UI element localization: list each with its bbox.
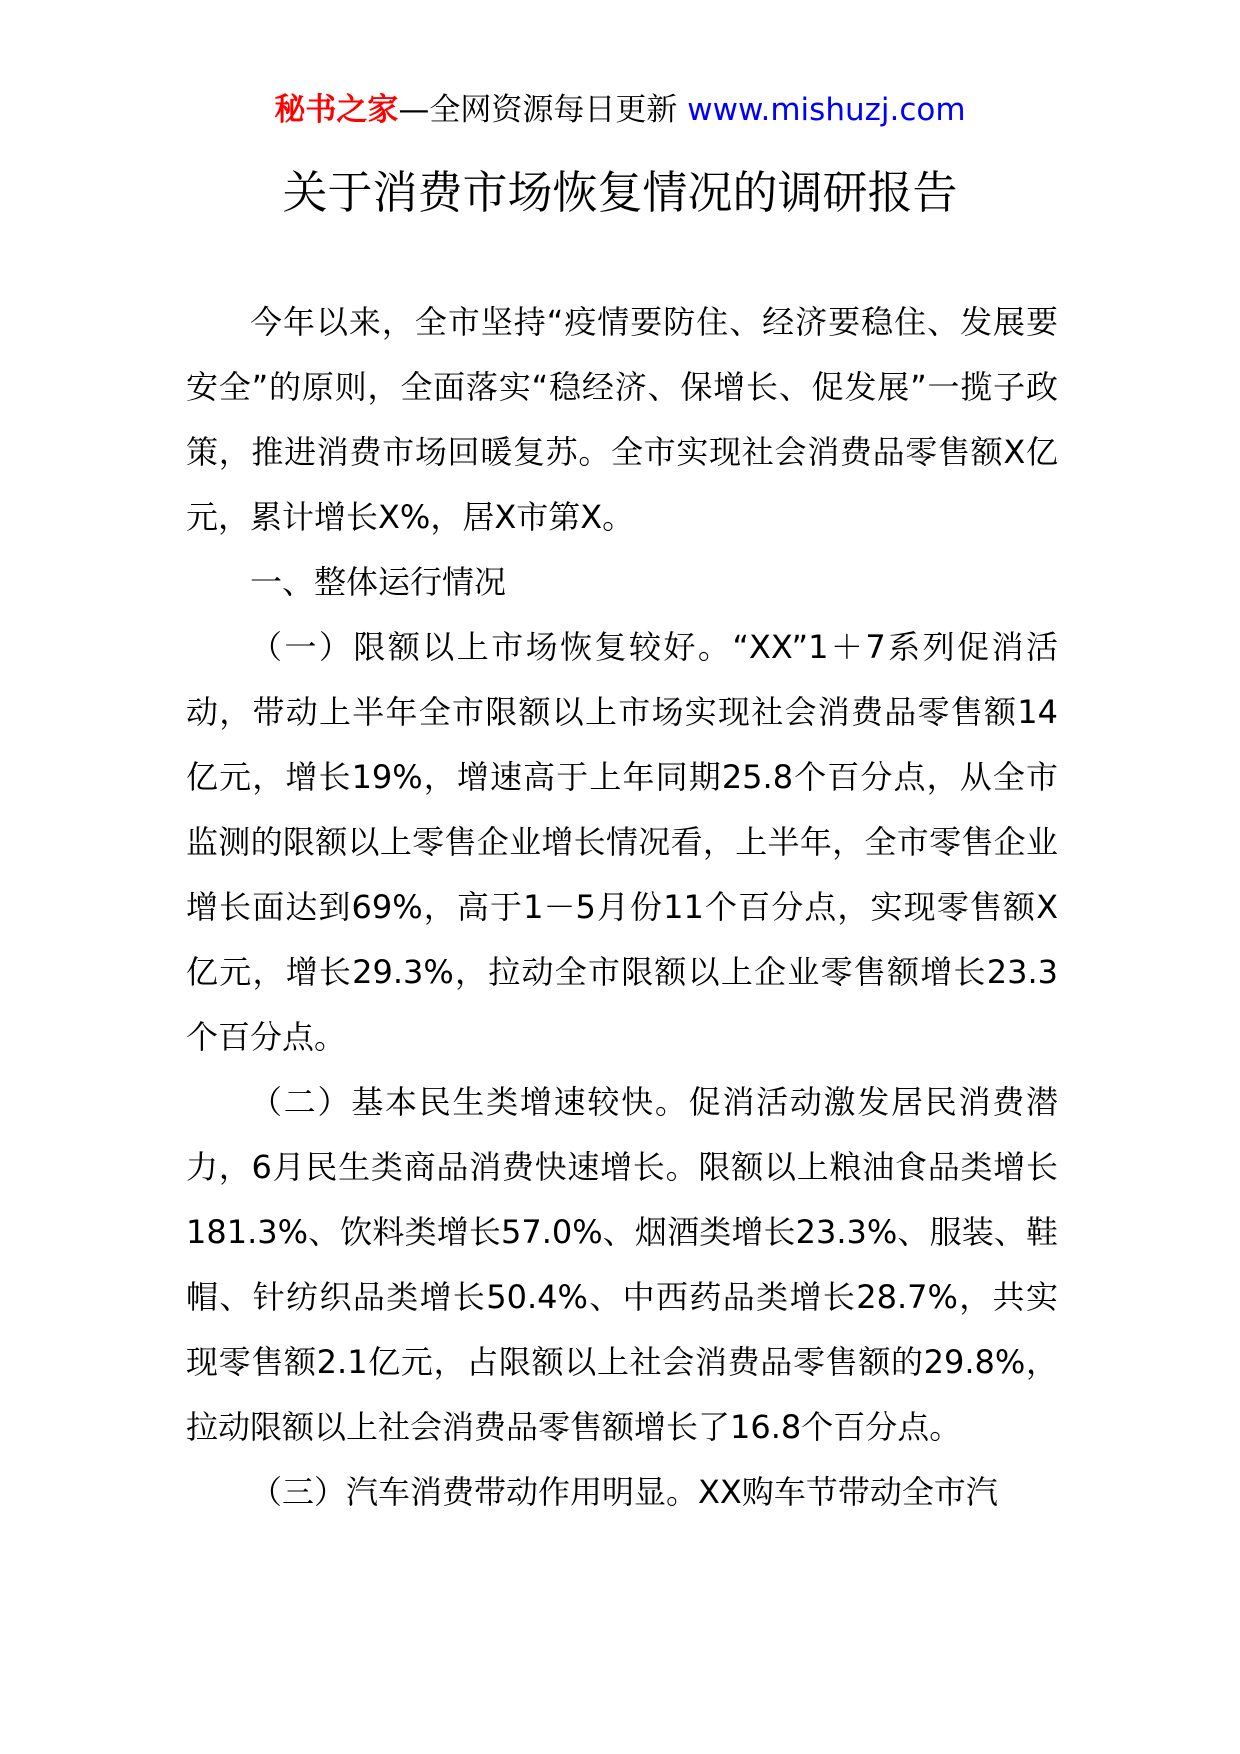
section-heading: 一、整体运行情况 <box>250 563 507 601</box>
intro-paragraph: 今年以来，全市坚持“疫情要防住、经济要稳住、发展要安全”的原则，全面落实“稳经济、保增长、促发展”一揽子政策，推进消费市场回暖复苏。全市实现社会消费品零售额X亿元，累计增长X%，居X市第X。 <box>186 303 1058 536</box>
subsection-paragraph-2: （二）基本民生类增速较快。促消活动激发居民消费潜力，6月民生类商品消费快速增长。限额以上粮油食品类增长181.3%、饮料类增长57.0%、烟酒类增长23.3%、服装、鞋帽、针纺织品类增长50.4%、中西药品类增长28.7%，共实现零售额2.1亿元，占限额以上社会消费品零售额的29.8%，拉动限额以上社会消费品零售额增长了16.8个百分点。 <box>186 1083 1058 1446</box>
document-body <box>186 290 1058 1525</box>
brand-name: 秘书之家 <box>274 92 399 128</box>
banner-tagline: —全网资源每日更新 <box>398 92 678 128</box>
subsection-paragraph-1: （一）限额以上市场恢复较好。“XX”1＋7系列促消活动，带动上半年全市限额以上市场实现社会消费品零售额14亿元，增长19%，增速高于上年同期25.8个百分点，从全市监测的限额以上零售企业增长情况看，上半年，全市零售企业增长面达到69%，高于1－5月份11个百分点，实现零售额X亿元，增长29.3%，拉动全市限额以上企业零售额增长23.3个百分点。 <box>186 628 1058 1056</box>
document-title: 关于消费市场恢复情况的调研报告 <box>282 166 958 219</box>
site-url[interactable]: www.mishuzj.com <box>687 92 966 128</box>
subsection-paragraph-3: （三）汽车消费带动作用明显。XX购车节带动全市汽 <box>250 1473 998 1511</box>
site-banner <box>0 92 1240 129</box>
